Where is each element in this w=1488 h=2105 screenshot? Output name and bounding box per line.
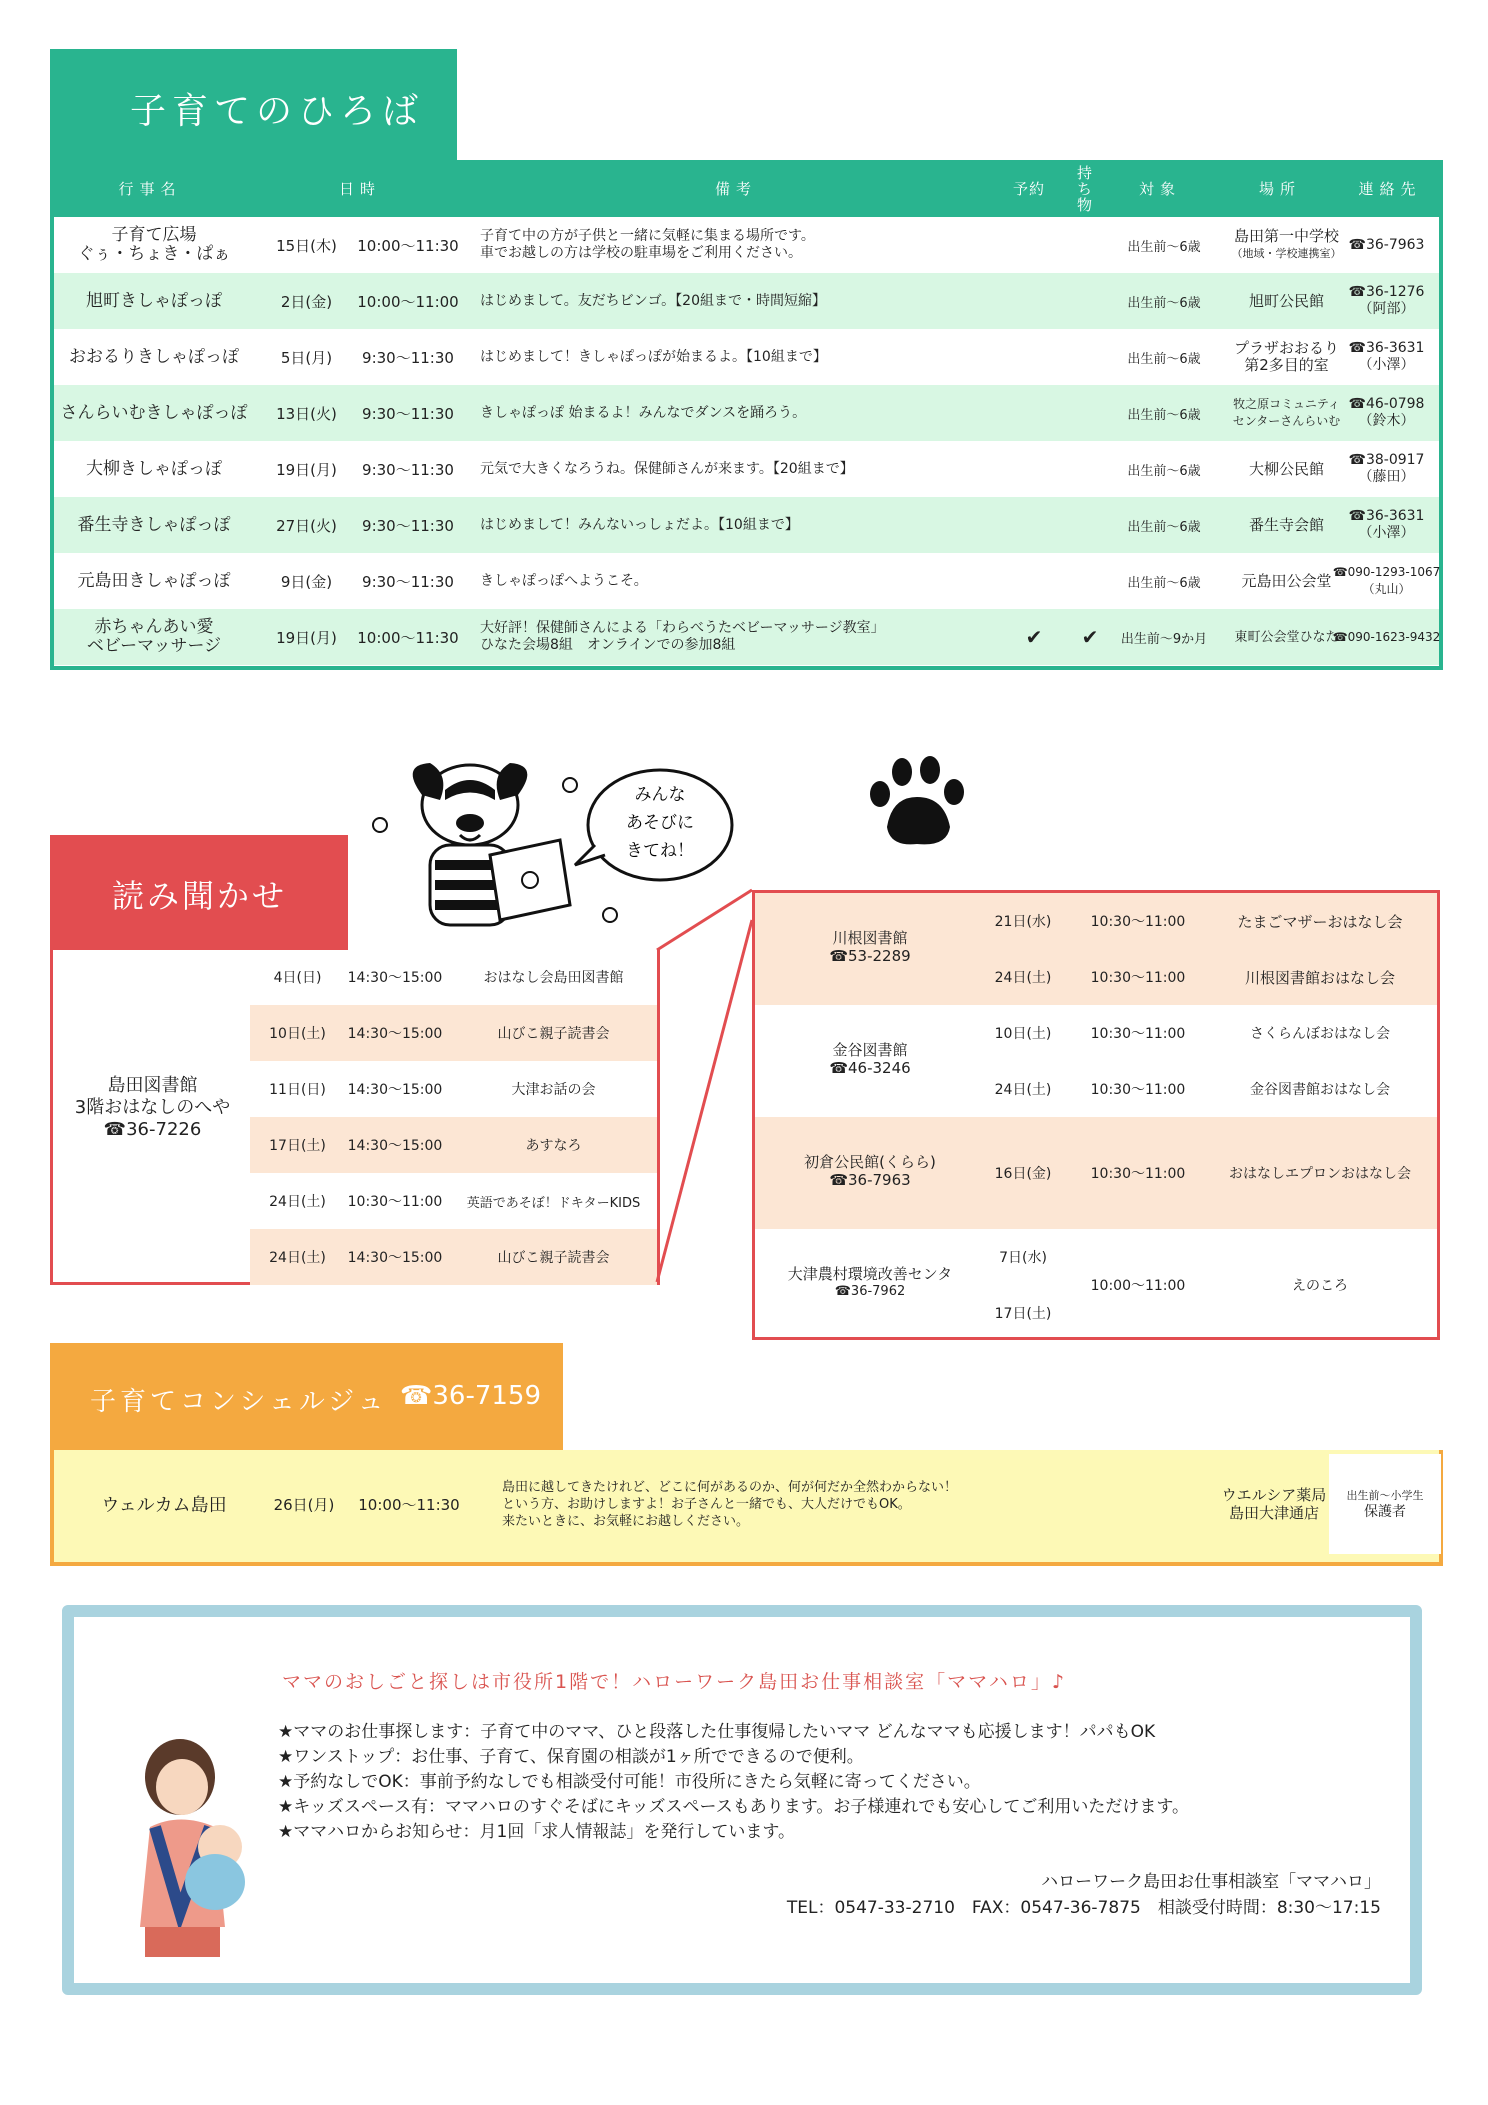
event-name: [54, 329, 254, 385]
header-contact: 連絡先: [1358, 179, 1422, 198]
library-session-row: [250, 1061, 657, 1117]
event-date-text: 15日(木): [276, 236, 337, 255]
library-session-row: [250, 1005, 657, 1061]
event-name-text: 子育て広場 ぐぅ・ちょき・ぱぁ: [77, 225, 231, 264]
event-time-text: 10:00～11:30: [357, 236, 459, 255]
session-date: 4日(日): [273, 970, 322, 986]
hiroba-row: [54, 329, 1439, 385]
session-title: おはなし会島田図書館: [483, 970, 624, 986]
event-note: [480, 273, 1040, 329]
event-time: [348, 553, 468, 609]
event-place-text: 島田第一中学校: [1233, 227, 1339, 245]
reserve-check: [1004, 553, 1064, 609]
event-time: [348, 609, 468, 665]
branch-place: 金谷図書館: [832, 1041, 908, 1059]
header-date: 日時: [338, 179, 381, 198]
branch-otsu: [755, 1229, 1437, 1337]
reserve-check: [1004, 609, 1064, 665]
hiroba-row: [54, 497, 1439, 553]
mamahalo-line: ★ワンストップ：お仕事、子育て、保育園の相談が1ヶ所でできるので便利。: [278, 1747, 864, 1767]
bubble-line-3: きてね！: [626, 841, 694, 861]
session-title: 山びこ親子読書会: [497, 1026, 610, 1042]
event-date: [259, 329, 354, 385]
event-date: [259, 609, 354, 665]
reserve-check: [1004, 385, 1064, 441]
reserve-check: [1004, 329, 1064, 385]
event-target-text: 出生前～6歳: [1127, 295, 1201, 311]
branch-phone: ☎46-3246: [829, 1059, 911, 1077]
branch-place: 川根図書館: [832, 929, 908, 947]
event-date: [259, 273, 354, 329]
event-date-text: 13日(火): [276, 404, 337, 423]
concierge-time: 10:00～11:30: [358, 1495, 460, 1514]
event-note-text: きしゃぽっぽ 始まるよ！みんなでダンスを踊ろう。: [480, 404, 807, 421]
event-contact-text: ☎36-3631 （小澤）: [1348, 508, 1425, 541]
event-name-text: 赤ちゃんあい愛 ベビーマッサージ: [86, 617, 222, 656]
event-note-text: はじめまして。友だちビンゴ。【20組まで・時間短縮】: [480, 292, 826, 309]
event-contact-text: ☎36-3631 （小澤）: [1348, 340, 1425, 373]
paw-icon: [862, 752, 977, 852]
event-place-text: 牧之原コミュニティ センターさんらいむ: [1232, 397, 1341, 428]
hiroba-row: [54, 609, 1439, 665]
session-date: 24日(土): [269, 1250, 326, 1266]
event-contact-text: ☎090-1623-9432: [1332, 629, 1441, 644]
session-time: 10:30～11:00: [1090, 1082, 1186, 1098]
event-time-text: 10:00～11:30: [357, 628, 459, 647]
session-time: 14:30～15:00: [347, 1082, 443, 1098]
event-name: [54, 609, 254, 665]
target-line-1: 出生前～小学生: [1346, 1489, 1424, 1502]
event-target-text: 出生前～6歳: [1127, 351, 1201, 367]
event-name: [54, 273, 254, 329]
event-date-text: 19日(月): [276, 628, 337, 647]
event-name-text: 旭町きしゃぽっぽ: [86, 290, 222, 311]
library-name: 島田図書館: [107, 1075, 198, 1096]
event-name: [54, 553, 254, 609]
event-contact: [1329, 497, 1444, 553]
target-line-2: 保護者: [1364, 1504, 1406, 1520]
event-note: [480, 497, 1040, 553]
event-contact: [1329, 609, 1444, 665]
event-contact: [1329, 217, 1444, 273]
event-date-text: 5日(月): [280, 348, 333, 367]
session-title: 金谷図書館おはなし会: [1250, 1082, 1390, 1098]
library-session-row: [250, 1229, 657, 1285]
event-target-text: 出生前～6歳: [1127, 463, 1201, 479]
event-target-text: 出生前～6歳: [1127, 519, 1201, 535]
event-name: [54, 385, 254, 441]
reserve-check: [1004, 217, 1064, 273]
branch-phone: ☎36-7962: [834, 1284, 906, 1299]
concierge-title: 子育てコンシェルジュ: [90, 1387, 388, 1417]
session-time: 14:30～15:00: [347, 1138, 443, 1154]
event-date: [259, 217, 354, 273]
event-date-text: 9日(金): [280, 572, 333, 591]
hiroba-table-header: [50, 160, 1443, 217]
event-name: [54, 441, 254, 497]
event-date: [259, 441, 354, 497]
event-contact-text: ☎090-1293-1067 （丸山）: [1332, 565, 1441, 596]
event-contact: [1329, 329, 1444, 385]
event-note-text: 大好評！保健師さんによる「わらべうたベビーマッサージ教室」 ひなた会場8組 オンラインでの参加8組: [480, 620, 885, 653]
mamahalo-line: ★ママのお仕事探します：子育て中のママ、ひと段落した仕事復帰したいママ どんなママも応援します！パパもOK: [278, 1722, 1156, 1742]
event-target-text: 出生前～6歳: [1127, 575, 1201, 591]
event-date-text: 19日(月): [276, 460, 337, 479]
event-time-text: 9:30～11:30: [362, 460, 454, 479]
event-note-text: きしゃぽっぽへようこそ。: [480, 572, 648, 589]
mamahalo-lines: [278, 1720, 1189, 1845]
hiroba-row: [54, 553, 1439, 609]
event-target-text: 出生前～9か月: [1120, 631, 1208, 647]
event-contact-text: ☎46-0798 （鈴木）: [1348, 396, 1425, 429]
concierge-target: [1329, 1454, 1441, 1554]
yomikikase-title-tab: [50, 835, 348, 950]
session-date: 24日(土): [994, 1082, 1052, 1098]
hiroba-title: 子育てのひろば: [130, 91, 425, 132]
concierge-row: [50, 1450, 1443, 1566]
branch-place: 大津農村環境改善センタ: [787, 1265, 953, 1283]
library-phone: ☎36-7226: [103, 1119, 202, 1140]
branch-phone: ☎36-7963: [829, 1171, 911, 1189]
mother-baby-illustration: [120, 1732, 270, 1972]
session-date: 17日(土): [994, 1306, 1052, 1322]
session-title: 英語であそぼ！ドキターKIDS: [466, 1195, 641, 1211]
mamahalo-line: ★予約なしでOK：事前予約なしでも相談受付可能！市役所にきたら気軽に寄ってください。: [278, 1772, 981, 1792]
event-date: [259, 497, 354, 553]
event-name: [54, 497, 254, 553]
event-note: [480, 385, 1040, 441]
event-place-text: 東町公会堂ひなた: [1234, 629, 1339, 645]
concierge-event-name: ウェルカム島田: [101, 1495, 227, 1516]
event-date: [259, 385, 354, 441]
event-time-text: 9:30～11:30: [362, 516, 454, 535]
library-session-row: [250, 1117, 657, 1173]
event-time: [348, 273, 468, 329]
event-time-text: 9:30～11:30: [362, 572, 454, 591]
concierge-place: ウエルシア薬局 島田大津通店: [1221, 1486, 1327, 1522]
event-note: [480, 329, 1040, 385]
reserve-check: [1004, 497, 1064, 553]
session-date: 11日(日): [269, 1082, 326, 1098]
event-date-text: 27日(火): [276, 516, 337, 535]
event-time: [348, 385, 468, 441]
event-target-text: 出生前～6歳: [1127, 239, 1201, 255]
event-date-text: 2日(金): [280, 292, 333, 311]
event-contact-text: ☎36-7963: [1348, 236, 1425, 253]
session-title: さくらんぼおはなし会: [1250, 1026, 1390, 1042]
event-note-text: 子育て中の方が子供と一緒に気軽に集まる場所です。 車でお越しの方は学校の駐車場をご利用ください。: [480, 228, 815, 261]
session-title: たまごマザーおはなし会: [1237, 912, 1403, 931]
session-title: 大津お話の会: [511, 1082, 596, 1098]
event-place-text: 大柳公民館: [1248, 459, 1324, 478]
concierge-note: 島田に越してきたけれど、どこに何があるのか、何が何だか全然わからない！ という方、お助けしますよ！お子さんと一緒でも、大人だけでもOK。 来たいときに、お気軽にお越しください。: [502, 1479, 958, 1529]
event-note-text: はじめまして！みんないっしょだよ。【10組まで】: [480, 516, 799, 533]
event-contact-text: ☎38-0917 （藤田）: [1348, 452, 1425, 485]
session-title: 川根図書館おはなし会: [1244, 968, 1395, 987]
session-date: 10日(土): [269, 1026, 326, 1042]
session-date: 17日(土): [269, 1138, 326, 1154]
hiroba-title-tab: [50, 49, 457, 161]
event-note: [480, 217, 1040, 273]
reserve-check: [1004, 441, 1064, 497]
session-time: 10:30～11:00: [1090, 1166, 1186, 1182]
header-reserve: 予約: [1012, 179, 1045, 198]
mamahalo-contact: TEL：0547-33-2710 FAX：0547-36-7875 相談受付時間：8:30～17:15: [786, 1898, 1381, 1918]
concierge-title-tab: [50, 1343, 563, 1451]
session-time: 10:30～11:00: [1090, 914, 1186, 930]
session-date: 24日(土): [269, 1194, 326, 1210]
hiroba-row: [54, 273, 1439, 329]
event-target-text: 出生前～6歳: [1127, 407, 1201, 423]
session-time: 14:30～15:00: [347, 1026, 443, 1042]
event-note-text: 元気で大きくなろうね。保健師さんが来ます。【20組まで】: [480, 460, 854, 477]
event-place-text: 番生寺会館: [1248, 515, 1324, 534]
header-target: 対象: [1138, 179, 1181, 198]
event-place-text: プラザおおるり 第2多目的室: [1233, 339, 1339, 374]
event-contact: [1329, 553, 1444, 609]
library-session-row: [250, 949, 657, 1005]
items-check-text: ✔: [1081, 625, 1099, 649]
event-place-text: 元島田公会堂: [1241, 571, 1332, 590]
branch-kawane: [755, 893, 1437, 1005]
branch-phone: ☎53-2289: [829, 947, 911, 965]
bubble-line-1: みんな: [634, 785, 686, 805]
event-time-text: 10:00～11:00: [357, 292, 459, 311]
reserve-check-text: ✔: [1025, 625, 1043, 649]
event-contact-text: ☎36-1276 （阿部）: [1348, 284, 1425, 317]
mamahalo-headline: ママのおしごと探しは市役所1階で！ハローワーク島田お仕事相談室「ママハロ」♪: [282, 1671, 1067, 1693]
event-name-text: 元島田きしゃぽっぽ: [77, 570, 231, 591]
concierge-date: 26日(月): [273, 1495, 335, 1514]
session-date: 10日(土): [994, 1026, 1052, 1042]
event-time: [348, 217, 468, 273]
event-note-text: はじめまして！きしゃぽっぽが始まるよ。【10組まで】: [480, 348, 827, 365]
event-note: [480, 441, 1040, 497]
shimada-library-place: [50, 1075, 255, 1141]
hiroba-row: [54, 385, 1439, 441]
hiroba-row: [54, 441, 1439, 497]
mamahalo-org: ハローワーク島田お仕事相談室「ママハロ」: [1041, 1872, 1381, 1892]
event-note: [480, 553, 1040, 609]
event-name-text: さんらいむきしゃぽっぽ: [60, 402, 248, 423]
event-time: [348, 441, 468, 497]
session-time: 10:00～11:00: [1090, 1278, 1186, 1294]
bubble-line-2: あそびに: [626, 813, 694, 833]
session-title: あすなろ: [525, 1138, 582, 1154]
concierge-phone: ☎36-7159: [400, 1381, 542, 1411]
session-time: 10:30～11:00: [1090, 1026, 1186, 1042]
branch-kanaya: [755, 1005, 1437, 1117]
event-place-text: 旭町公民館: [1248, 291, 1324, 310]
mamahalo-line: ★キッズスペース有：ママハロのすぐそばにキッズスペースもあります。お子様連れでも安心してご利用いただけます。: [278, 1797, 1189, 1817]
event-time-text: 9:30～11:30: [362, 348, 454, 367]
session-title: おはなしエプロンおはなし会: [1229, 1166, 1411, 1182]
session-date: 24日(土): [994, 970, 1052, 986]
event-place-sub: （地域・学校連携室）: [1231, 247, 1342, 260]
yomikikase-title: 読み聞かせ: [112, 877, 288, 915]
header-place: 場所: [1258, 179, 1301, 198]
mamahalo-line: ★ママハロからお知らせ：月1回「求人情報誌」を発行しています。: [278, 1822, 796, 1842]
session-title: 山びこ親子読書会: [497, 1250, 610, 1266]
session-date: 21日(水): [994, 914, 1052, 930]
event-time-text: 9:30～11:30: [362, 404, 454, 423]
event-name-text: おおるりきしゃぽっぽ: [69, 346, 239, 367]
library-room: 3階おはなしのへや: [74, 1097, 231, 1118]
event-name-text: 番生寺きしゃぽっぽ: [77, 514, 231, 535]
connector-lines: [655, 885, 755, 1285]
branch-hatsukura: [755, 1117, 1437, 1229]
session-time: 14:30～15:00: [347, 970, 443, 986]
session-time: 14:30～15:00: [347, 1250, 443, 1266]
branch-place: 初倉公民館(くらら): [804, 1153, 936, 1171]
session-date: 16日(金): [994, 1166, 1052, 1182]
event-date: [259, 553, 354, 609]
session-time: 10:30～11:00: [347, 1194, 443, 1210]
event-time: [348, 329, 468, 385]
header-name: 行事名: [118, 179, 182, 198]
header-items: 持ち物: [1076, 163, 1093, 214]
event-time: [348, 497, 468, 553]
hiroba-row: [54, 217, 1439, 273]
session-title: えのころ: [1292, 1278, 1348, 1294]
session-date: 7日(水): [999, 1250, 1047, 1266]
library-session-row: [250, 1173, 657, 1229]
event-name-text: 大柳きしゃぽっぽ: [86, 458, 222, 479]
event-contact: [1329, 273, 1444, 329]
session-time: 10:30～11:00: [1090, 970, 1186, 986]
event-contact: [1329, 441, 1444, 497]
event-contact: [1329, 385, 1444, 441]
header-note: 備考: [714, 179, 757, 198]
event-name: [54, 217, 254, 273]
reserve-check: [1004, 273, 1064, 329]
event-note: [480, 609, 1040, 665]
